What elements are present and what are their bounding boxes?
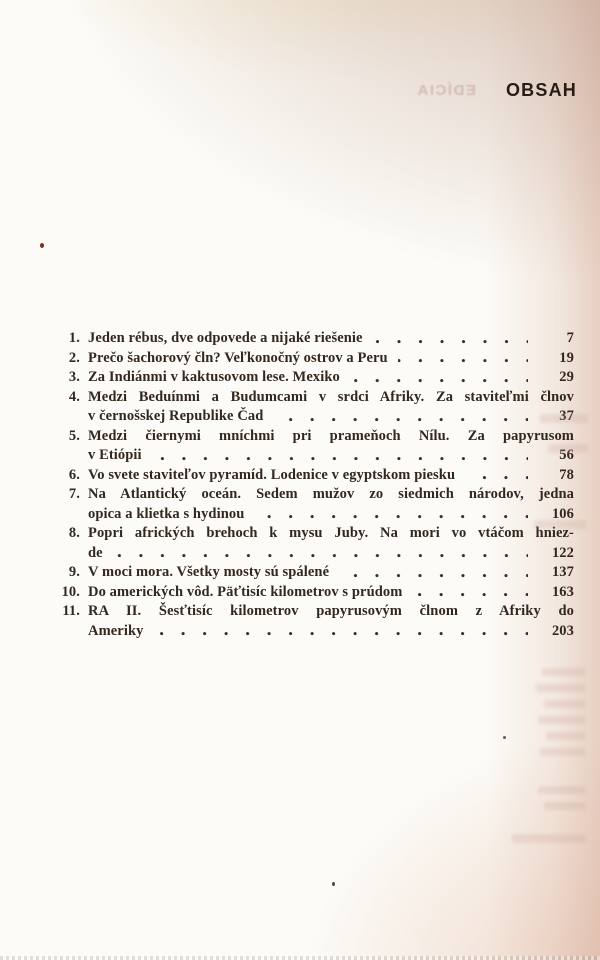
dot-leader — [152, 446, 528, 466]
bleedthrough-mark — [512, 834, 586, 843]
toc-item-number: 4. — [68, 388, 80, 405]
ink-speck — [332, 882, 335, 886]
toc-page-number: 29 — [559, 369, 574, 385]
dot-leader — [273, 407, 528, 427]
toc-item-number: 5. — [68, 427, 80, 444]
bleedthrough-mark — [544, 802, 586, 810]
toc-item-text: de — [88, 544, 103, 561]
toc-item-text: RA II. Šesťtisíc kilometrov papyrusovým člnom z Afriky do — [88, 603, 574, 619]
dot-leader — [339, 563, 528, 583]
bleedthrough-mark — [538, 786, 586, 794]
dot-leader — [153, 622, 528, 642]
toc-item-text: opica a klietka s hydinou — [88, 505, 245, 522]
toc-item-text: Ameriky — [88, 622, 144, 639]
dot-leader — [254, 505, 528, 525]
toc-item-number: 2. — [68, 349, 80, 366]
toc-row — [46, 466, 574, 486]
toc-page-number: 203 — [551, 622, 574, 639]
toc-page-number: 137 — [551, 564, 574, 580]
toc-item-text: v Etiópii — [88, 447, 142, 463]
toc-row — [46, 329, 574, 349]
toc-row — [46, 388, 574, 408]
toc-item-text: Medzi Beduínmi a Budumcami v srdci Afriky. Za staviteľmi člnov — [88, 388, 574, 405]
bleedthrough-mark — [538, 716, 586, 724]
toc-item-number: 6. — [68, 466, 80, 483]
toc-item-text: Do amerických vôd. Päťtisíc kilometrov s prúdom — [88, 583, 403, 600]
toc-item-text: Jeden rébus, dve odpovede a nijaké riešenie — [88, 330, 363, 346]
toc-row — [46, 544, 574, 564]
toc-item-number: 8. — [68, 525, 80, 541]
toc-item-text: Medzi čiernymi mníchmi pri prameňoch Nílu. Za papyrusom — [88, 427, 574, 444]
toc-row — [46, 427, 574, 447]
dot-leader — [373, 329, 528, 349]
dot-leader — [465, 466, 528, 486]
toc-page-number: 7 — [566, 330, 574, 346]
toc-row — [46, 524, 574, 544]
toc-item-text: v černošskej Republike Čad — [88, 408, 264, 424]
toc-item-number: 10. — [61, 583, 80, 600]
toc-item-number: 11. — [62, 603, 80, 619]
bleedthrough-mark — [536, 684, 586, 692]
toc-row — [46, 349, 574, 369]
toc-page-number: 19 — [559, 349, 574, 366]
bleedthrough-mark — [548, 444, 588, 453]
toc-page-number: 78 — [559, 466, 574, 483]
bleedthrough-mark — [534, 520, 586, 529]
bleedthrough-mark — [540, 748, 586, 756]
toc-item-text: Prečo šachorový čln? Veľkonočný ostrov a Peru — [88, 349, 388, 366]
toc-row — [46, 622, 574, 642]
bleedthrough-title-text: EDÍCIA — [416, 82, 476, 99]
toc-page-number: 37 — [559, 408, 574, 424]
toc-item-text: V moci mora. Všetky mosty sú spálené — [88, 564, 330, 580]
toc-page-number: 163 — [551, 583, 574, 600]
bleedthrough-mark — [544, 700, 586, 708]
dot-leader — [412, 583, 528, 603]
toc-row — [46, 505, 574, 525]
toc-item-number: 7. — [68, 486, 80, 502]
ink-speck — [40, 243, 44, 248]
bleedthrough-mark — [546, 732, 586, 740]
toc-item-number: 1. — [68, 330, 80, 346]
dot-leader — [350, 368, 528, 388]
toc-list — [46, 329, 574, 641]
ink-speck — [503, 736, 506, 739]
toc-item-text: Za Indiánmi v kaktusovom lese. Mexiko — [88, 369, 340, 385]
toc-item-text: Na Atlantický oceán. Sedem mužov zo siedmich národov, jedna — [88, 486, 574, 502]
toc-page-number: 56 — [559, 447, 574, 463]
toc-row — [46, 368, 574, 388]
toc-row — [46, 446, 574, 466]
toc-row — [46, 485, 574, 505]
toc-row — [46, 563, 574, 583]
toc-page-number: 106 — [551, 505, 574, 522]
toc-item-number: 3. — [68, 369, 80, 385]
bleedthrough-mark — [540, 414, 588, 423]
bleedthrough-mark — [542, 668, 586, 676]
dot-leader — [113, 544, 528, 564]
page-header — [0, 80, 577, 102]
toc-page-number: 122 — [551, 544, 574, 561]
toc-item-text: Popri afrických brehoch k mysu Juby. Na mori vo vtáčom hniez- — [88, 525, 574, 541]
toc-item-text: Vo svete staviteľov pyramíd. Lodenice v egyptskom piesku — [88, 466, 456, 483]
page-title: OBSAH — [505, 80, 577, 100]
dot-leader — [398, 349, 528, 369]
scan-bottom-edge — [0, 956, 600, 960]
toc-item-number: 9. — [68, 564, 80, 580]
toc-row — [46, 602, 574, 622]
toc-row — [46, 407, 574, 427]
toc-row — [46, 583, 574, 603]
